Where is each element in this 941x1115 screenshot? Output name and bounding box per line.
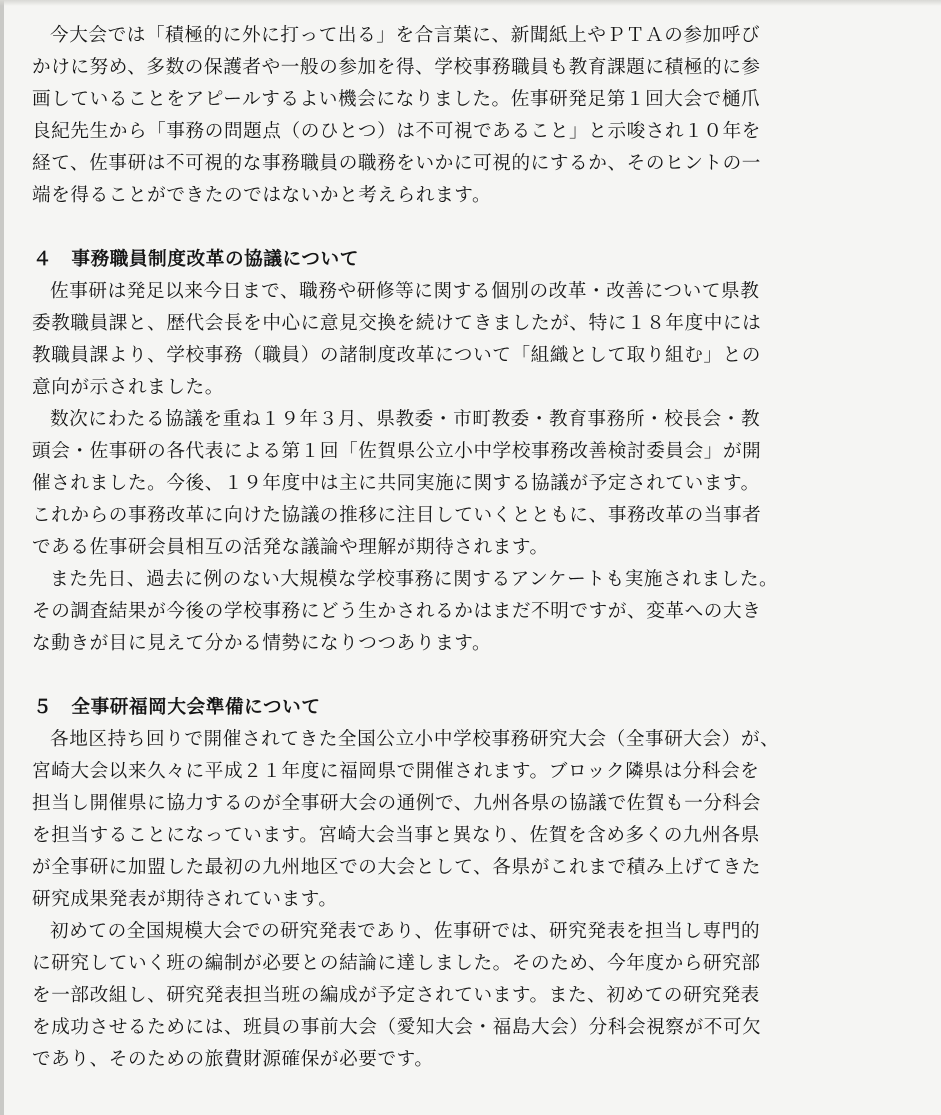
text-line: 研究成果発表が期待されています。 (32, 889, 338, 910)
text-line: に研究していく班の編制が必要との結論に達しました。そのため、今年度から研究部 (32, 953, 761, 974)
text-line: 今大会では「積極的に外に打って出る」を合言葉に、新聞紙上やＰＴＡの参加呼び (50, 25, 761, 46)
text-line: を担当することになっています。宮崎大会当事と異なり、佐賀を含め多くの九州各県 (32, 825, 760, 846)
text-line: 佐事研は発足以来今日まで、職務や研修等に関する個別の改革・改善について県教 (50, 281, 760, 302)
text-line: 良紀先生から「事務の問題点（のひとつ）は不可視であること」と示唆され１０年を (32, 121, 761, 142)
text-line: である佐事研会員相互の活発な議論や理解が期待されます。 (32, 537, 549, 558)
paragraph (0, 20, 941, 212)
text-line: を成功させるためには、班員の事前大会（愛知大会・福島大会）分科会視察が不可欠 (32, 1017, 762, 1038)
text-line: 宮崎大会以来久々に平成２１年度に福岡県で開催されます。ブロック隣県は分科会を (32, 761, 760, 782)
text-line: 数次にわたる協議を重ね１９年３月、県教委・市町教委・教育事務所・校長会・教 (50, 409, 761, 430)
text-line: であり、そのための旅費財源確保が必要です。 (32, 1049, 434, 1070)
text-line: 頭会・佐事研の各代表による第１回「佐賀県公立小中学校事務改善検討委員会」が開 (32, 441, 762, 462)
text-line: が全事研に加盟した最初の九州地区での大会として、各県がこれまで積み上げてきた (32, 857, 761, 878)
text-line: 担当し開催県に協力するのが全事研大会の通例で、九州各県の協議で佐賀も一分科会 (32, 793, 761, 814)
paragraph (0, 724, 941, 916)
paragraph (0, 276, 941, 404)
scan-edge-top (0, 0, 941, 6)
text-line: 初めての全国規模大会での研究発表であり、佐事研では、研究発表を担当し専門的 (50, 921, 761, 942)
section-heading: ４ 事務職員制度改革の協議について (33, 249, 359, 270)
text-line: 画していることをアピールするよい機会になりました。佐事研発足第１回大会で樋爪 (32, 89, 761, 110)
text-line: 意向が示されました。 (32, 377, 224, 398)
text-line: また先日、過去に例のない大規模な学校事務に関するアンケートも実施されました。 (50, 569, 779, 590)
text-line: 催されました。今後、１９年度中は主に共同実施に関する協議が予定されています。 (32, 473, 760, 494)
text-line: 経て、佐事研は不可視的な事務職員の職務をいかに可視的にするか、そのヒントの一 (32, 153, 761, 174)
text-line: これからの事務改革に向けた協議の推移に注目していくとともに、事務改革の当事者 (32, 505, 762, 526)
document-body (0, 20, 941, 1076)
paragraph (0, 404, 941, 564)
section-gap (0, 212, 941, 244)
text-line: 端を得ることができたのではないかと考えられます。 (32, 185, 492, 206)
paragraph (0, 916, 941, 1076)
text-line: 教職員課より、学校事務（職員）の諸制度改革について「組織として取り組む」との (32, 345, 761, 366)
section-gap (0, 660, 941, 692)
text-line: を一部改組し、研究発表担当班の編成が予定されています。また、初めての研究発表 (32, 985, 760, 1006)
text-line: 委教職員課と、歴代会長を中心に意見交換を続けてきましたが、特に１８年度中には (32, 313, 762, 334)
section-heading: ５ 全事研福岡大会準備について (33, 697, 321, 718)
text-line: 各地区持ち回りで開催されてきた全国公立小中学校事務研究大会（全事研大会）が、 (50, 729, 780, 750)
paragraph (0, 564, 941, 660)
text-line: その調査結果が今後の学校事務にどう生かされるかはまだ不明ですが、変革への大き (32, 601, 762, 622)
text-line: な動きが目に見えて分かる情勢になりつつあります。 (32, 633, 492, 654)
text-line: かけに努め、多数の保護者や一般の参加を得、学校事務職員も教育課題に積極的に参 (32, 57, 761, 78)
